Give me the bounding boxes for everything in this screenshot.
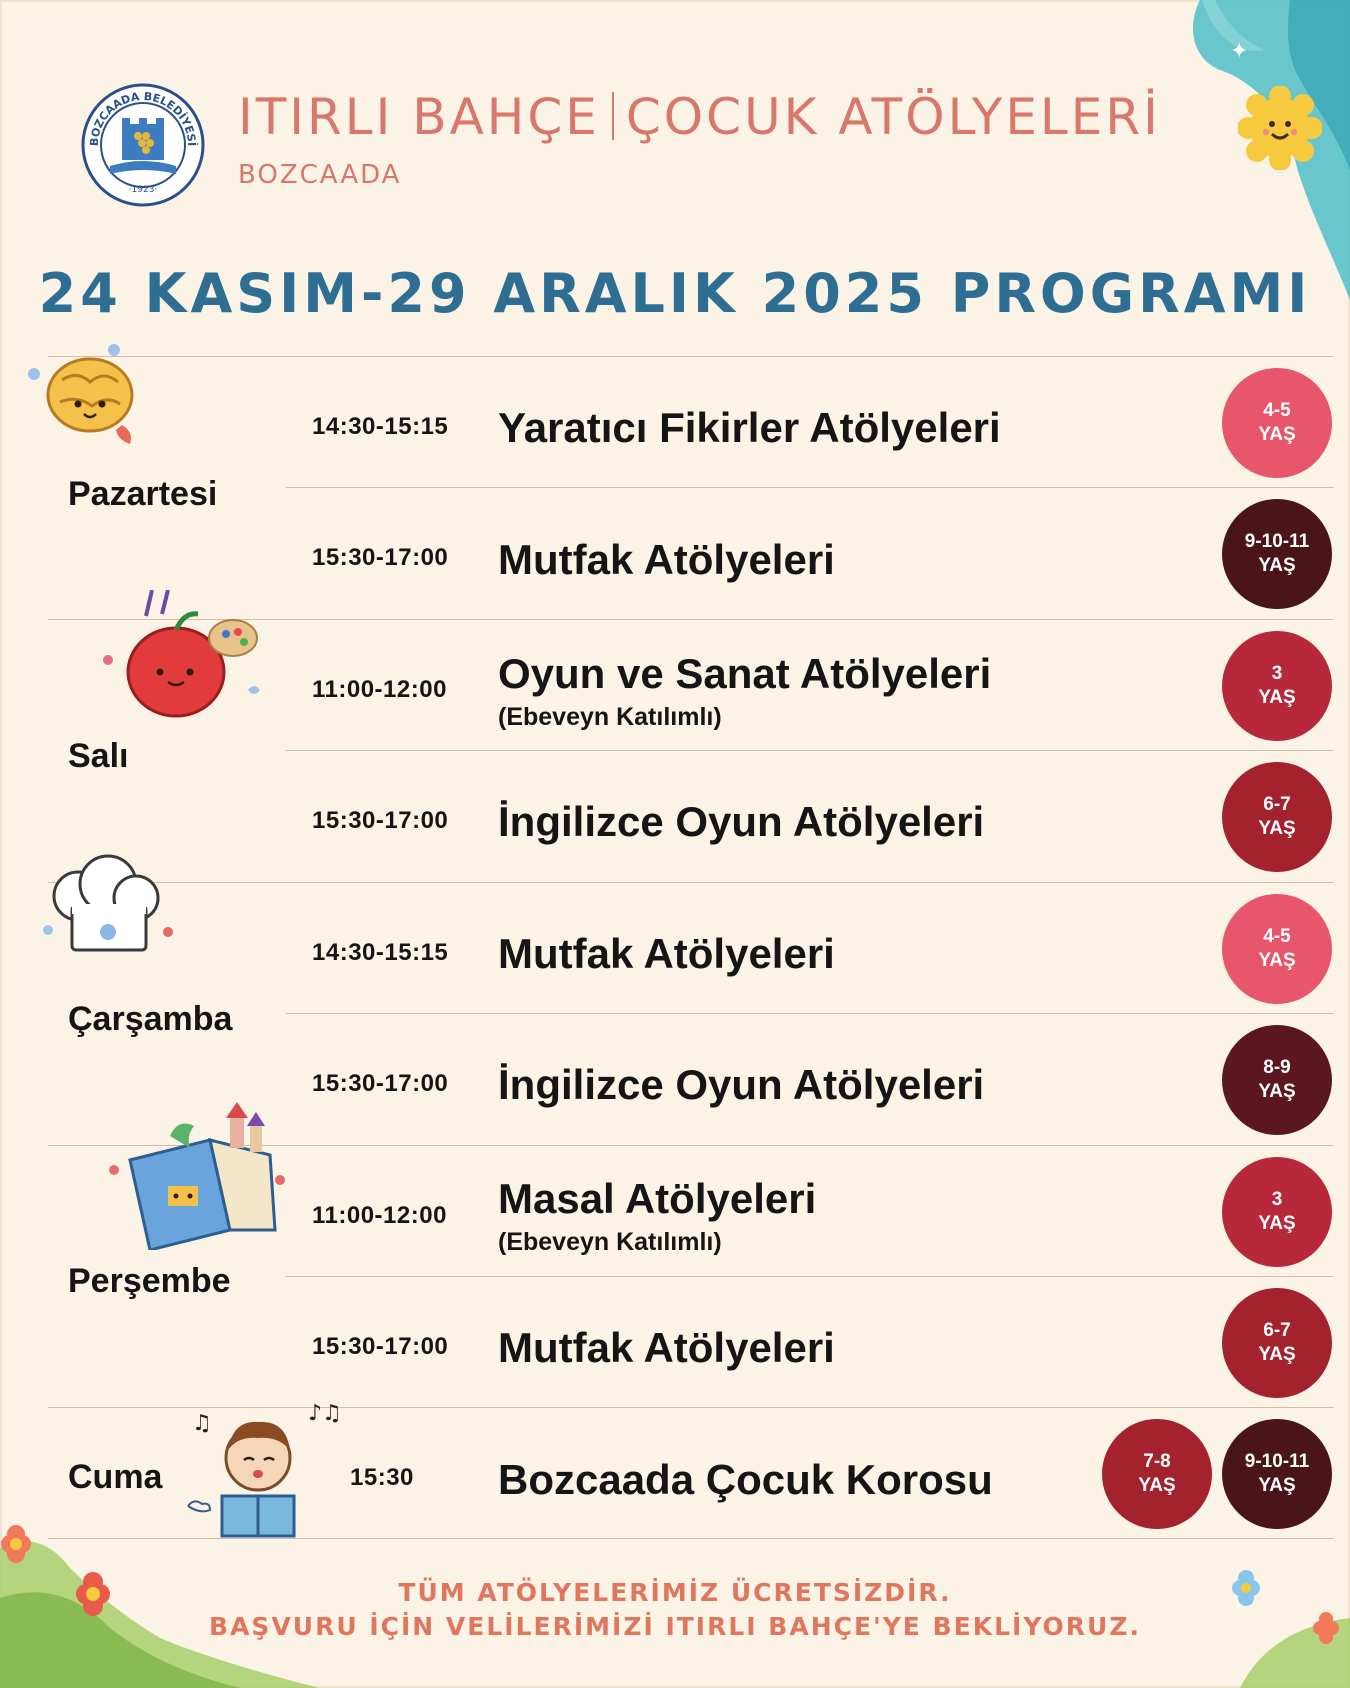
age-range: 4-5 — [1263, 400, 1291, 421]
day-friday: Cuma — [68, 1458, 163, 1496]
activity-note: (Ebeveyn Katılımlı) — [498, 1228, 722, 1256]
storybook-icon — [100, 1100, 290, 1250]
activity-title: Bozcaada Çocuk Korosu — [498, 1456, 993, 1503]
age-range: 9-10-11 — [1244, 1451, 1310, 1472]
age-unit: YAŞ — [1258, 687, 1296, 708]
activity-title: Oyun ve Sanat Atölyeleri — [498, 650, 992, 697]
activity-title: Mutfak Atölyeleri — [498, 536, 835, 583]
age-unit: YAŞ — [1258, 1344, 1296, 1365]
activity-note: (Ebeveyn Katılımlı) — [498, 703, 722, 731]
time-slot: 11:00-12:00 — [312, 676, 447, 703]
time-slot: 14:30-15:15 — [312, 939, 449, 966]
age-unit: YAŞ — [1258, 424, 1296, 445]
header-divider — [612, 92, 614, 140]
activity-title: İngilizce Oyun Atölyeleri — [498, 1061, 985, 1108]
activity-title: Mutfak Atölyeleri — [498, 1324, 835, 1371]
age-unit: YAŞ — [1258, 1475, 1296, 1496]
age-range: 6-7 — [1263, 1320, 1291, 1341]
age-badge — [1222, 762, 1332, 872]
age-badge — [1222, 1157, 1332, 1267]
sun-icon — [1238, 86, 1322, 170]
svg-text:♪♫: ♪♫ — [308, 1401, 342, 1426]
header-title-left: ITIRLI BAHÇE — [238, 88, 600, 146]
age-badge — [1222, 1419, 1332, 1529]
row-divider — [286, 1013, 1334, 1014]
age-unit: YAŞ — [1138, 1475, 1176, 1496]
age-unit: YAŞ — [1258, 950, 1296, 971]
day-thursday: Perşembe — [68, 1262, 231, 1300]
brain-icon — [22, 340, 152, 450]
row-divider — [48, 356, 1334, 357]
age-unit: YAŞ — [1258, 555, 1296, 576]
activity-title: Mutfak Atölyeleri — [498, 930, 835, 977]
age-badge — [1222, 1288, 1332, 1398]
activity-title: Masal Atölyeleri — [498, 1175, 817, 1222]
svg-text:✦: ✦ — [1230, 39, 1249, 64]
footer-line-1: TÜM ATÖLYELERİMİZ ÜCRETSİZDİR. — [398, 1578, 952, 1607]
age-badge — [1222, 368, 1332, 478]
day-monday: Pazartesi — [68, 475, 218, 513]
age-range: 4-5 — [1263, 926, 1291, 947]
time-slot: 15:30 — [350, 1464, 414, 1491]
svg-text:BOZCAADA BELEDİYESİ: BOZCAADA BELEDİYESİ — [87, 89, 199, 147]
time-slot: 14:30-15:15 — [312, 413, 449, 440]
age-range: 6-7 — [1263, 794, 1291, 815]
age-unit: YAŞ — [1258, 1081, 1296, 1102]
age-range: 3 — [1271, 663, 1283, 684]
municipality-logo — [80, 82, 206, 208]
time-slot: 15:30-17:00 — [312, 544, 449, 571]
chef-hat-icon — [28, 850, 178, 970]
apple-icon — [98, 590, 263, 730]
age-badge — [1222, 631, 1332, 741]
program-title: 24 KASIM-29 ARALIK 2025 PROGRAMI — [38, 262, 1312, 325]
age-range: 7-8 — [1143, 1451, 1171, 1472]
header-title — [238, 88, 1161, 146]
svg-text:·1923·: ·1923· — [128, 185, 158, 195]
time-slot: 11:00-12:00 — [312, 1202, 447, 1229]
age-range: 8-9 — [1263, 1057, 1291, 1078]
footer-line-2: BAŞVURU İÇİN VELİLERİMİZİ ITIRLI BAHÇE'YE BEKLİYORUZ. — [209, 1612, 1141, 1641]
age-badge — [1222, 894, 1332, 1004]
age-badge — [1102, 1419, 1212, 1529]
age-unit: YAŞ — [1258, 1213, 1296, 1234]
header-subtitle: BOZCAADA — [238, 160, 402, 190]
day-wednesday: Çarşamba — [68, 1000, 233, 1038]
age-unit: YAŞ — [1258, 818, 1296, 839]
header-title-right: ÇOCUK ATÖLYELERİ — [625, 88, 1161, 146]
svg-text:♫: ♫ — [192, 1411, 212, 1436]
time-slot: 15:30-17:00 — [312, 1070, 449, 1097]
time-slot: 15:30-17:00 — [312, 807, 449, 834]
row-divider — [286, 1276, 1334, 1277]
age-range: 9-10-11 — [1244, 531, 1310, 552]
row-divider — [286, 487, 1334, 488]
activity-title: İngilizce Oyun Atölyeleri — [498, 798, 985, 845]
row-divider — [286, 750, 1334, 751]
time-slot: 15:30-17:00 — [312, 1333, 449, 1360]
age-badge — [1222, 499, 1332, 609]
day-tuesday: Salı — [68, 737, 129, 775]
activity-title: Yaratıcı Fikirler Atölyeleri — [498, 404, 1001, 451]
age-range: 3 — [1271, 1189, 1283, 1210]
age-badge — [1222, 1025, 1332, 1135]
row-divider — [48, 882, 1334, 883]
